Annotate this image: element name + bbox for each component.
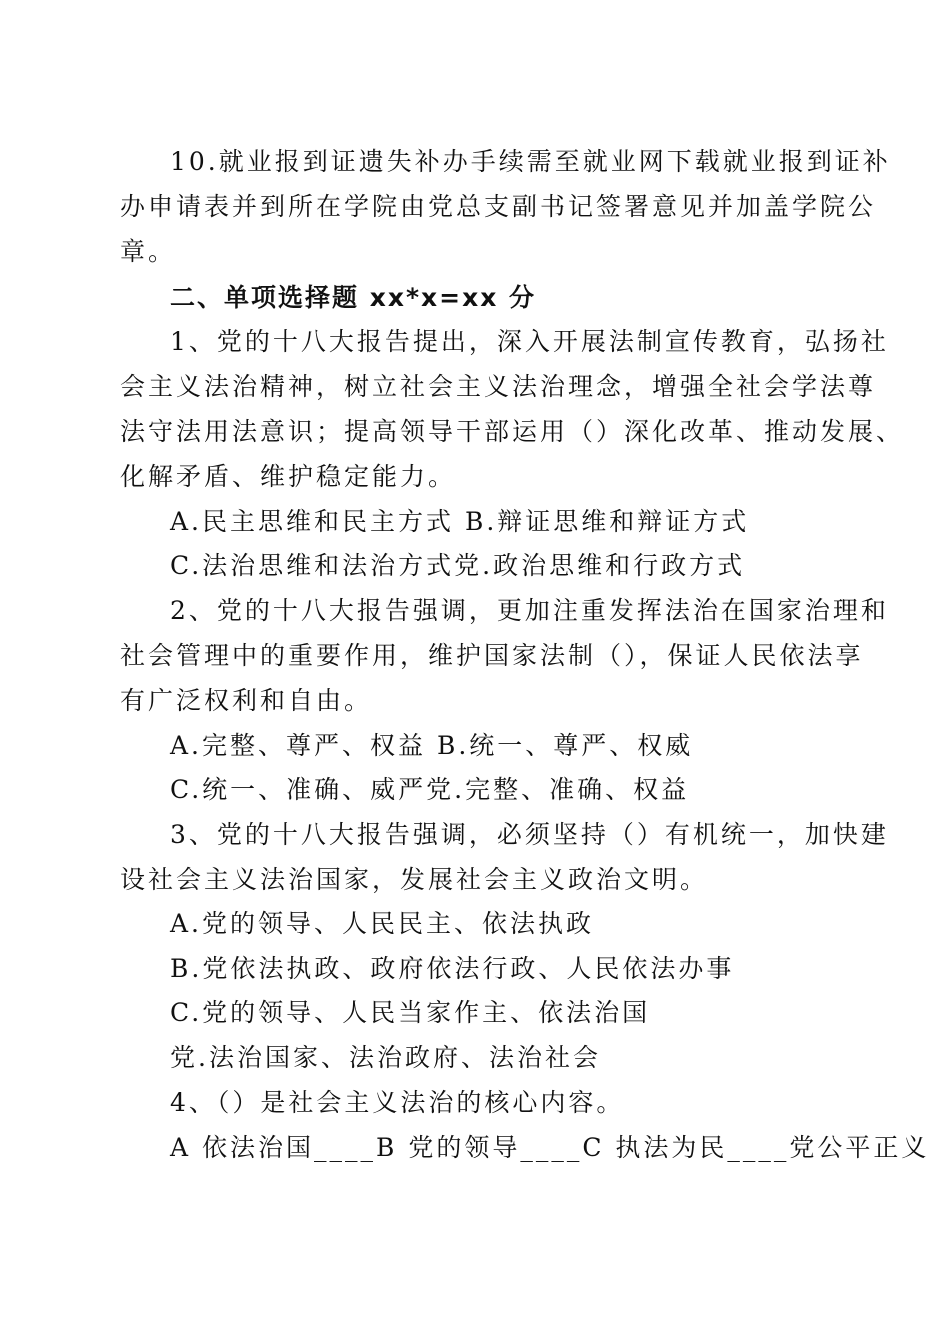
item10-line-1: 10.就业报到证遗失补办手续需至就业网下载就业报到证补 bbox=[170, 147, 891, 176]
q3-option-b: B.党依法执政、政府依法行政、人民依法办事 bbox=[170, 954, 735, 983]
q3-line-1: 3、党的十八大报告强调，必须坚持（）有机统一，加快建 bbox=[170, 820, 889, 849]
q2-line-3: 有广泛权利和自由。 bbox=[120, 686, 373, 715]
item10-line-3: 章。 bbox=[120, 237, 177, 266]
q1-line-1: 1、党的十八大报告提出，深入开展法制宣传教育，弘扬社 bbox=[170, 327, 889, 356]
q1-option-cd: C.法治思维和法治方式党.政治思维和行政方式 bbox=[170, 551, 746, 580]
q3-option-c: C.党的领导、人民当家作主、依法治国 bbox=[170, 998, 651, 1027]
q1-option-ab: A.民主思维和民主方式 B.辩证思维和辩证方式 bbox=[170, 507, 750, 536]
q1-line-3: 法守法用法意识；提高领导干部运用（）深化改革、推动发展、 bbox=[120, 417, 905, 446]
q3-line-2: 设社会主义法治国家，发展社会主义政治文明。 bbox=[120, 865, 709, 894]
q4-options: A 依法治国____B 党的领导____C 执法为民____党公平正义 bbox=[170, 1133, 930, 1162]
q2-line-2: 社会管理中的重要作用，维护国家法制（），保证人民依法享 bbox=[120, 641, 864, 670]
item10-line-2: 办申请表并到所在学院由党总支副书记签署意见并加盖学院公 bbox=[120, 192, 877, 221]
q2-line-1: 2、党的十八大报告强调，更加注重发挥法治在国家治理和 bbox=[170, 596, 889, 625]
section-heading: 二、单项选择题 xx*x=xx 分 bbox=[170, 283, 537, 312]
q3-option-a: A.党的领导、人民民主、依法执政 bbox=[170, 909, 595, 938]
q3-option-d: 党.法治国家、法治政府、法治社会 bbox=[170, 1043, 601, 1072]
q2-option-cd: C.统一、准确、威严党.完整、准确、权益 bbox=[170, 775, 690, 804]
q1-line-4: 化解矛盾、维护稳定能力。 bbox=[120, 462, 457, 491]
q4-line-1: 4、（）是社会主义法治的核心内容。 bbox=[170, 1088, 625, 1117]
q1-line-2: 会主义法治精神，树立社会主义法治理念，增强全社会学法尊 bbox=[120, 372, 877, 401]
q2-option-ab: A.完整、尊严、权益 B.统一、尊严、权威 bbox=[170, 731, 694, 760]
